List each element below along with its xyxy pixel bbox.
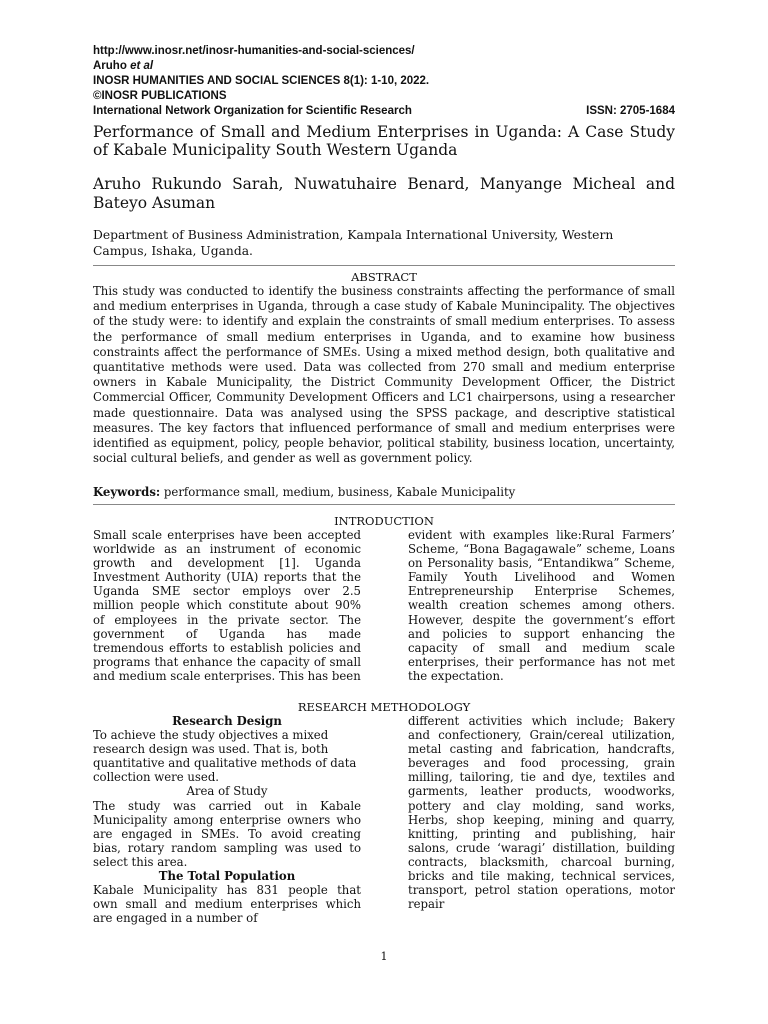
abstract-top-rule	[93, 265, 675, 266]
introduction-left-column	[93, 528, 361, 683]
introduction-heading: INTRODUCTION	[334, 514, 434, 528]
publisher: ©INOSR PUBLICATIONS	[93, 90, 227, 102]
running-header	[93, 44, 675, 119]
total-population-text: Kabale Municipality has 831 people that own small and medium enterprises which are engaged in a number of	[93, 883, 361, 926]
methodology-right-column	[408, 714, 675, 911]
introduction-left-text: Small scale enterprises have been accepted worldwide as an instrument of economic growth and development [1]. Uganda Investment Authority (UIA) reports that the Uganda SME sector employs over 2.5 million people which constitute about 90% of employees in the private sector. The government of Uganda has made tremendous efforts to establish policies and programs that enhance the capacity of small and medium scale enterprises. This has been	[93, 528, 361, 683]
abstract-heading: ABSTRACT	[351, 270, 417, 284]
keywords-text: performance small, medium, business, Kabale Municipality	[160, 485, 516, 499]
methodology-left-column	[93, 714, 361, 925]
methodology-right-text: different activities which include; Bakery and confectionery, Grain/cereal utilization, metal casting and fabrication, handcrafts, beverages and food processing, grain milling, tailoring, tie and dye, textiles and garments, leather products, woodworks, pottery and clay molding, sand works, Herbs, shop keeping, mining and quarry, knitting, printing and publishing, hair salons, crude ‘waragi’ distillation, building contracts, blacksmith, charcoal burning, bricks and tile making, technical services, transport, petrol station operations, motor repair	[408, 714, 675, 912]
author-short: Aruho et al	[93, 60, 154, 72]
abstract-bottom-rule	[93, 504, 675, 505]
introduction-right-column	[408, 528, 675, 683]
page-number: 1	[380, 950, 388, 963]
keywords	[93, 485, 675, 500]
research-design-text: To achieve the study objectives a mixed research design was used. That is, both quantitative and qualitative methods of data collection were used.	[93, 728, 357, 785]
journal-citation: INOSR HUMANITIES AND SOCIAL SCIENCES 8(1): 1-10, 2022.	[93, 75, 430, 87]
area-of-study-heading: Area of Study	[186, 784, 268, 799]
keywords-label: Keywords:	[93, 485, 161, 499]
author-affiliation: Department of Business Administration, Kampala International University, Western Campus, Ishaka, Uganda.	[93, 228, 614, 258]
introduction-right-text: evident with examples like:Rural Farmers’ Scheme, “Bona Bagagawale” scheme, Loans on Personality basis, “Entandikwa” Scheme, Family Youth Livelihood and Women Entrepreneurship Enterprise Schemes, wealth creation schemes among others. However, despite the government’s effort and policies to support enhancing the capacity of small and medium scale enterprises, their performance has not met the expectation.	[408, 528, 675, 683]
methodology-heading: RESEARCH METHODOLOGY	[297, 700, 471, 714]
issn: ISSN: 2705-1684	[586, 105, 675, 117]
journal-url[interactable]: http://www.inosr.net/inosr-humanities-and-social-sciences/	[93, 45, 415, 57]
abstract-body	[93, 284, 675, 466]
research-design-heading: Research Design	[172, 714, 282, 728]
area-of-study-text: The study was carried out in Kabale Municipality among enterprise owners who are engaged in SMEs. To avoid creating bias, rotary random sampling was used to select this area.	[93, 798, 361, 869]
paper-authors: Aruho Rukundo Sarah, Nuwatuhaire Benard, Manyange Micheal and Bateyo Asuman	[93, 175, 675, 212]
total-population-heading: The Total Population	[158, 869, 296, 884]
organization: International Network Organization for Scientific Research	[93, 105, 412, 117]
paper-title: Performance of Small and Medium Enterprises in Uganda: A Case Study of Kabale Municipality South Western Uganda	[93, 123, 675, 159]
abstract-text: This study was conducted to identify the business constraints affecting the performance of small and medium enterprises in Uganda, through a case study of Kabale Munincipality. The objectives of the study were: to identify and explain the constraints of small medium enterprises. To assess the performance of small medium enterprises in Uganda, and to examine how business constraints affect the performance of SMEs. Using a mixed method design, both qualitative and quantitative methods were used. Data was collected from 270 small and medium enterprise owners in Kabale Municipality, the District Community Development Officer, the District Commercial Officer, Community Development Officers and LC1 chairpersons, using a researcher made questionnaire. Data was analysed using the SPSS package, and descriptive statistical measures. The key factors that influenced performance of small and medium enterprises were identified as equipment, policy, people behavior, political stability, business location, uncertainty, social cultural beliefs, and gender as well as government policy.	[93, 284, 675, 466]
